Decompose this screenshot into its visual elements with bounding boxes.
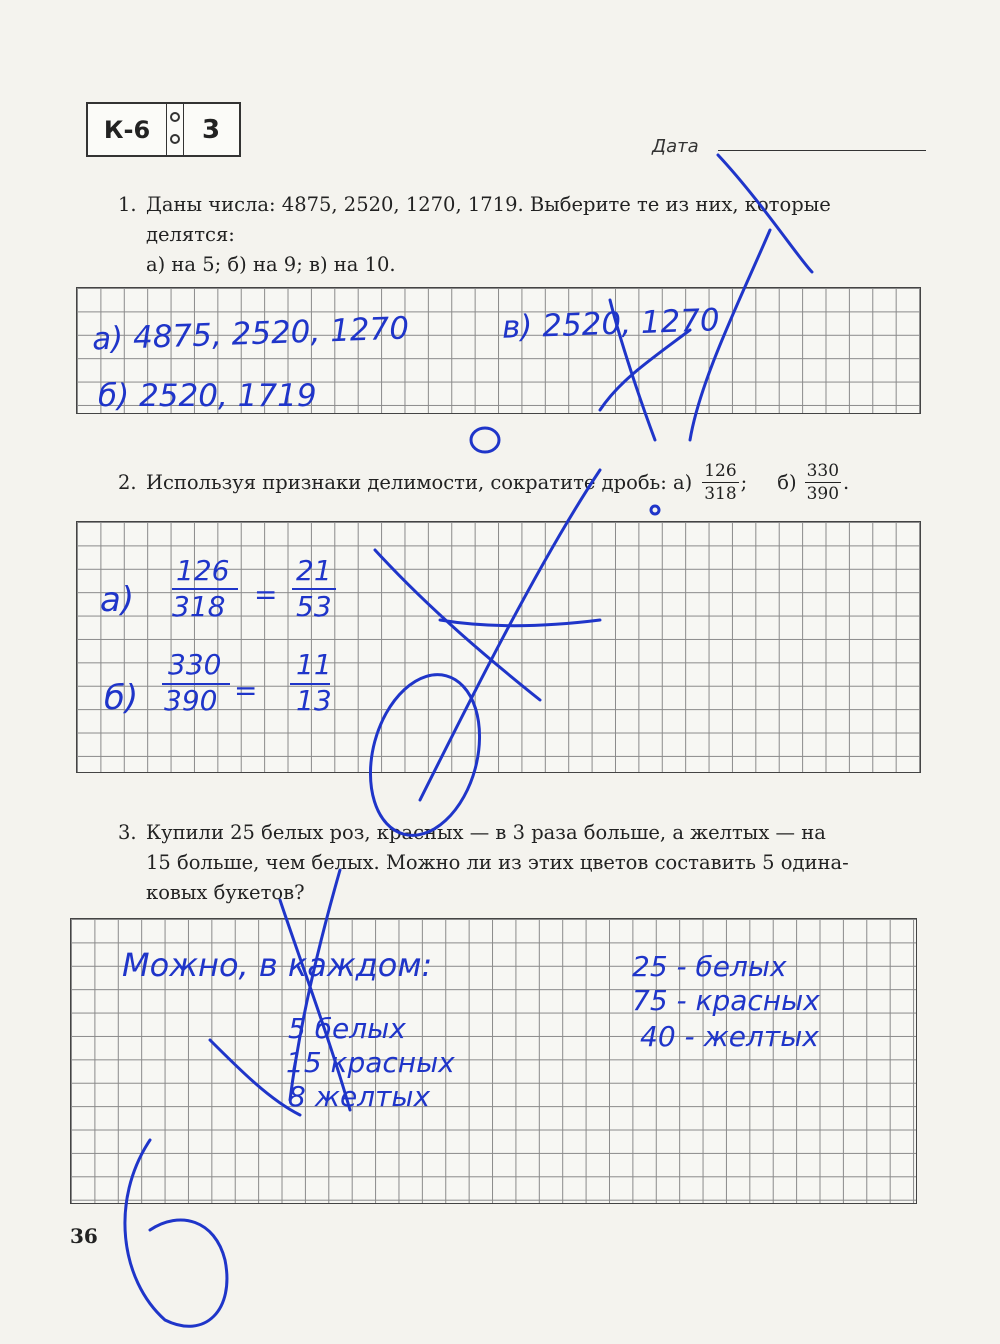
task-2-answer-a-res-den: 53 [296,590,332,623]
pen-stroke [420,470,600,800]
task-1-number: 1. [118,193,137,216]
task-2-answer-b-res-den: 13 [296,684,332,717]
task-3-answer-line4: 8 желтых [288,1080,431,1113]
task-2-answer-a-num: 126 [176,554,230,587]
pen-stroke [210,1040,300,1115]
task-1-answer-b: б) 2520, 1719 [98,378,317,414]
pen-stroke [718,155,812,272]
pen-stroke [600,330,690,410]
task-1-text: 1. Даны числа: 4875, 2520, 1270, 1719. Выберите те из них, которые делятся: а) на 5; б) на 9; в) на 10. [118,190,938,280]
date-label: Дата [652,136,699,157]
task-3-answer-line3: 15 красных [286,1046,455,1079]
pen-stroke [125,1140,227,1326]
task-2-answer-b-eq: = [234,674,258,707]
task-3-answer-line1: Можно, в каждом: [122,946,433,984]
pen-stroke [610,300,655,440]
task-2-answer-b-num: 330 [168,648,222,681]
variant-number: 3 [201,114,221,145]
task-2-answer-b-den: 390 [164,684,218,717]
pen-stroke [690,230,770,440]
task-3-side-line2: 75 - красных [632,984,820,1017]
task-1-answer-v: в) 2520, 1270 [501,302,721,346]
pen-stroke [471,428,499,452]
task-3-side-line1: 25 - белых [632,950,787,983]
fraction-a: $\frac{126}{318}$ [704,461,737,504]
task-2-answer-a-label: а) [100,580,135,620]
pen-stroke [651,506,659,514]
fraction-b: $\frac{330}{390}$ [806,461,840,504]
task-3-text: 3. Купили 25 белых роз, красных — в 3 раза больше, а желтых — на 15 больше, чем белых. Можно ли из этих цветов составить 5 одина- ковых букетов? [118,818,938,908]
task-2-answer-a-den: 318 [172,590,226,623]
task-3-answer-line2: 5 белых [288,1012,406,1045]
pen-stroke [280,900,350,1110]
task-2-answer-a-eq: = [254,578,278,611]
task-2-text: 2. Используя признаки делимости, сократите дробь: а) $\frac{126}{318}$ ; б) $\frac{330}{390}$ . [118,461,850,504]
task-3-number: 3. [118,821,137,844]
task-1-answer-a: а) 4875, 2520, 1270 [91,310,410,358]
pen-stroke [440,620,600,626]
task-2-number: 2. [118,470,137,494]
task-2-answer-b-res-num: 11 [296,648,332,681]
page-number: 36 [70,1224,98,1248]
pen-stroke [290,870,340,1100]
task-3-side-line3: 40 - желтых [640,1020,819,1053]
task-2-answer-b-label: б) [104,678,139,718]
task-2-answer-a-res-num: 21 [296,554,332,587]
work-code: К-6 [103,115,151,144]
